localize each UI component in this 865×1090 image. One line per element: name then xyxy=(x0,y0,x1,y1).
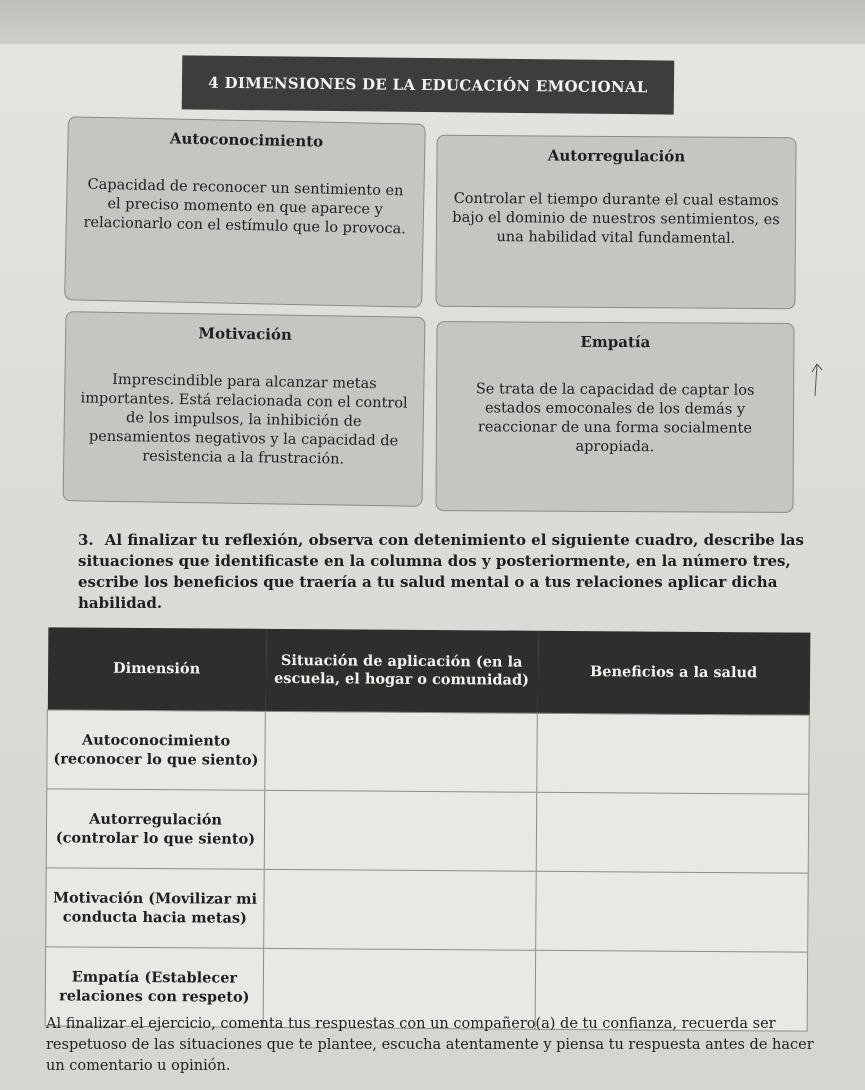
table-header-row xyxy=(47,627,810,715)
card-autorregulacion xyxy=(435,135,796,310)
card-autoconocimiento xyxy=(64,116,426,307)
header-dimension: Dimensión xyxy=(47,627,266,711)
card-title: Motivación xyxy=(198,324,293,344)
card-body: Controlar el tiempo durante el cual estamos bajo el dominio de nuestros sentimientos, es una habilidad vital fundamental. xyxy=(452,190,780,247)
card-body: Imprescindible para alcanzar metas importantes. Está relacionada con el control de los impulsos, la inhibición de pensamientos negativos y la capacidad de resistencia a la frustración. xyxy=(80,371,408,468)
situation-cell[interactable] xyxy=(264,790,537,871)
benefits-table-wrapper xyxy=(45,627,810,1031)
table-row xyxy=(46,789,809,873)
situation-cell[interactable] xyxy=(264,869,537,950)
instruction-text: Al finalizar tu reflexión, observa con detenimiento el siguiente cuadro, describe las situaciones que identificaste en la columna dos y posteriormente, en la número tres, escribe los beneficios que traería a tu salud mental o a tus relaciones aplicar dicha habilidad. xyxy=(78,531,804,612)
header-benefits: Beneficios a la salud xyxy=(537,631,810,715)
activity-instruction xyxy=(78,530,808,614)
card-title: Autorregulación xyxy=(547,146,686,166)
card-body: Capacidad de reconocer un sentimiento en el preciso momento en que aparece y relacionarlo con el estímulo que lo provoca. xyxy=(83,176,407,238)
benefits-cell[interactable] xyxy=(537,713,810,794)
dimension-cell: Autoconocimiento (reconocer lo que siento) xyxy=(47,710,266,791)
card-motivacion xyxy=(63,311,426,507)
card-empatia xyxy=(436,321,795,513)
table-row xyxy=(46,868,809,952)
situation-cell[interactable] xyxy=(265,711,538,792)
pencil-mark-icon xyxy=(810,362,824,398)
benefits-cell[interactable] xyxy=(536,792,809,873)
instruction-number: 3. xyxy=(78,531,94,549)
table-row xyxy=(47,710,810,794)
benefits-table xyxy=(45,627,811,1031)
card-title: Autoconocimiento xyxy=(169,129,324,151)
benefits-cell[interactable] xyxy=(536,871,809,952)
closing-note: Al finalizar el ejercicio, comenta tus respuestas con un compañero(a) de tu confianza, recuerda ser respetuoso de las situaciones que te plantee, escucha atentamente y piensa tu respuesta antes de hacer un comentario u opinión. xyxy=(46,1016,814,1074)
dimension-cell: Motivación (Movilizar mi conducta hacia metas) xyxy=(46,868,265,949)
card-title: Empatía xyxy=(580,332,651,352)
page-top-edge xyxy=(0,0,865,44)
dimension-cell: Empatía (Establecer relaciones con respeto) xyxy=(45,947,264,1028)
dimension-cell: Autorregulación (controlar lo que siento) xyxy=(46,789,265,870)
header-situation: Situación de aplicación (en la escuela, el hogar o comunidad) xyxy=(265,629,538,713)
section-title: 4 DIMENSIONES DE LA EDUCACIÓN EMOCIONAL xyxy=(182,55,675,114)
card-body: Se trata de la capacidad de captar los estados emoconales de los demás y reaccionar de una forma socialmente apropiada. xyxy=(475,381,755,456)
